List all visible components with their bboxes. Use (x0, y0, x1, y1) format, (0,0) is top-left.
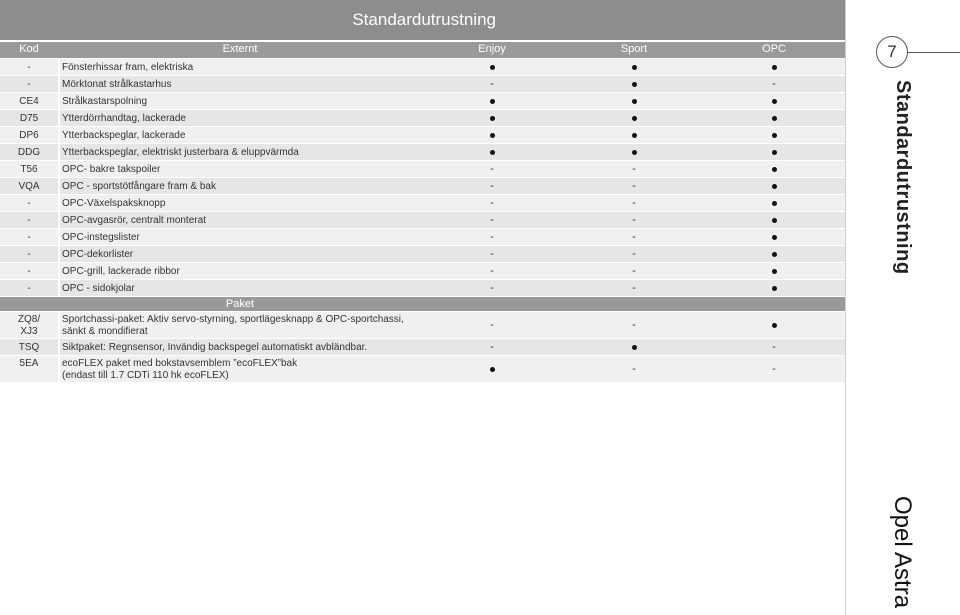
cell-opc (759, 144, 789, 160)
included-dot-icon (490, 99, 495, 104)
included-dot-icon (772, 184, 777, 189)
table-row (0, 178, 845, 195)
not-available-dash: - (632, 319, 636, 331)
included-dot-icon (490, 133, 495, 138)
included-dot-icon (632, 345, 637, 350)
cell-enjoy (477, 339, 507, 355)
row-code: - (27, 79, 31, 90)
row-code: - (27, 198, 31, 209)
row-description: Ytterdörrhandtag, lackerade (62, 113, 186, 124)
cell-sport (619, 110, 649, 126)
included-dot-icon (490, 150, 495, 155)
table-row (0, 76, 845, 93)
column-separator (58, 263, 60, 279)
included-dot-icon (772, 65, 777, 70)
header-opc: OPC (762, 43, 786, 55)
table-row (0, 144, 845, 161)
row-code: D75 (19, 113, 39, 124)
paket-description-line2: sänkt & mondifierat (62, 326, 148, 337)
included-dot-icon (632, 150, 637, 155)
table-row (0, 127, 845, 144)
not-available-dash: - (490, 163, 494, 175)
cell-enjoy (477, 178, 507, 194)
column-separator (58, 93, 60, 109)
paket-code-line1: 5EA (19, 358, 39, 369)
table-row (0, 195, 845, 212)
row-description: OPC-grill, lackerade ribbor (62, 266, 180, 277)
cell-sport (619, 263, 649, 279)
cell-opc (759, 212, 789, 228)
paket-description-line1: ecoFLEX paket med bokstavsemblem ”ecoFLEX”bak (62, 358, 298, 369)
row-code: DP6 (19, 130, 39, 141)
row-code: - (27, 283, 31, 294)
not-available-dash: - (772, 341, 776, 353)
included-dot-icon (632, 133, 637, 138)
not-available-dash: - (490, 78, 494, 90)
cell-enjoy (477, 212, 507, 228)
cell-enjoy (477, 280, 507, 296)
column-separator (58, 212, 60, 228)
row-description: OPC- bakre takspoiler (62, 164, 161, 175)
column-separator (58, 280, 60, 296)
cell-sport (619, 93, 649, 109)
page-title: Standardutrustning (352, 10, 496, 29)
paket-code-line1: ZQ8/ (17, 314, 41, 325)
cell-opc (759, 356, 789, 382)
row-code: - (27, 266, 31, 277)
row-description: Mörktonat strålkastarhus (62, 79, 172, 90)
not-available-dash: - (490, 180, 494, 192)
paket-description-line1: Siktpaket: Regnsensor, Invändig backspegel automatiskt avbländbar. (62, 342, 368, 353)
not-available-dash: - (772, 78, 776, 90)
cell-opc (759, 263, 789, 279)
cell-sport (619, 76, 649, 92)
column-separator (58, 76, 60, 92)
column-separator (58, 339, 60, 355)
row-description: Strålkastarspolning (62, 96, 148, 107)
included-dot-icon (632, 99, 637, 104)
row-description: Ytterbackspeglar, elektriskt justerbara & eluppvärmda (62, 147, 299, 158)
cell-opc (759, 195, 789, 211)
row-description: OPC - sportstötfångare fram & bak (62, 181, 216, 192)
row-code: CE4 (19, 96, 39, 107)
paket-section-header (0, 297, 845, 312)
cell-opc (759, 161, 789, 177)
page-number-line (908, 52, 960, 53)
cell-opc (759, 312, 789, 338)
cell-enjoy (477, 76, 507, 92)
row-code: - (27, 232, 31, 243)
cell-opc (759, 59, 789, 75)
paket-code (0, 342, 58, 353)
table-row (0, 161, 845, 178)
cell-enjoy (477, 144, 507, 160)
included-dot-icon (632, 82, 637, 87)
included-dot-icon (772, 252, 777, 257)
table-row (0, 246, 845, 263)
cell-sport (619, 161, 649, 177)
cell-opc (759, 93, 789, 109)
table-row (0, 93, 845, 110)
column-separator (58, 229, 60, 245)
not-available-dash: - (490, 214, 494, 226)
not-available-dash: - (632, 282, 636, 294)
cell-opc (759, 339, 789, 355)
equipment-table (0, 59, 845, 383)
included-dot-icon (772, 201, 777, 206)
included-dot-icon (632, 65, 637, 70)
row-code: - (27, 249, 31, 260)
column-separator (58, 161, 60, 177)
included-dot-icon (772, 323, 777, 328)
row-code: T56 (20, 164, 38, 175)
side-divider (845, 0, 846, 615)
cell-enjoy (477, 161, 507, 177)
not-available-dash: - (490, 231, 494, 243)
not-available-dash: - (490, 197, 494, 209)
not-available-dash: - (632, 214, 636, 226)
not-available-dash: - (490, 341, 494, 353)
table-row (0, 263, 845, 280)
header-kod: Kod (19, 43, 39, 55)
cell-sport (619, 339, 649, 355)
included-dot-icon (772, 269, 777, 274)
paket-description (62, 342, 462, 353)
cell-enjoy (477, 93, 507, 109)
cell-enjoy (477, 195, 507, 211)
paket-code-line1: TSQ (18, 342, 40, 353)
cell-enjoy (477, 59, 507, 75)
not-available-dash: - (632, 231, 636, 243)
paket-row (0, 312, 845, 339)
included-dot-icon (632, 116, 637, 121)
not-available-dash: - (632, 248, 636, 260)
column-separator (58, 178, 60, 194)
included-dot-icon (490, 116, 495, 121)
not-available-dash: - (632, 265, 636, 277)
included-dot-icon (490, 65, 495, 70)
column-separator (58, 312, 60, 338)
paket-row (0, 339, 845, 356)
column-separator (58, 110, 60, 126)
cell-sport (619, 312, 649, 338)
column-separator (58, 195, 60, 211)
header-externt: Externt (222, 43, 258, 55)
cell-opc (759, 178, 789, 194)
cell-opc (759, 127, 789, 143)
cell-sport (619, 212, 649, 228)
not-available-dash: - (490, 248, 494, 260)
table-row (0, 110, 845, 127)
cell-opc (759, 229, 789, 245)
cell-sport (619, 280, 649, 296)
page-title-bar (0, 0, 845, 40)
row-code: VQA (18, 181, 40, 192)
cell-sport (619, 195, 649, 211)
paket-code (0, 358, 58, 370)
table-header (0, 42, 845, 58)
cell-sport (619, 59, 649, 75)
not-available-dash: - (490, 265, 494, 277)
cell-opc (759, 246, 789, 262)
paket-code (0, 314, 58, 338)
row-description: OPC-avgasrör, centralt monterat (62, 215, 206, 226)
cell-enjoy (477, 356, 507, 382)
column-separator (58, 59, 60, 75)
table-row (0, 280, 845, 297)
paket-row (0, 356, 845, 383)
cell-enjoy (477, 229, 507, 245)
included-dot-icon (772, 286, 777, 291)
cell-enjoy (477, 127, 507, 143)
included-dot-icon (772, 116, 777, 121)
included-dot-icon (772, 167, 777, 172)
cell-enjoy (477, 312, 507, 338)
side-title: Standardutrustning (892, 80, 914, 275)
included-dot-icon (490, 367, 495, 372)
cell-enjoy (477, 263, 507, 279)
paket-description (62, 358, 442, 382)
table-row (0, 59, 845, 76)
cell-sport (619, 356, 649, 382)
brand-title: Opel Astra (889, 496, 916, 609)
row-description: OPC-instegslister (62, 232, 140, 243)
not-available-dash: - (490, 282, 494, 294)
paket-description-line1: Sportchassi-paket: Aktiv servo-styrning, sportlägesknapp & OPC-sportchassi, (62, 314, 404, 325)
header-sport: Sport (620, 43, 648, 55)
included-dot-icon (772, 150, 777, 155)
column-separator (58, 127, 60, 143)
paket-description (62, 314, 442, 338)
row-code: DDG (17, 147, 41, 158)
included-dot-icon (772, 99, 777, 104)
page-number: 7 (876, 36, 908, 68)
not-available-dash: - (632, 197, 636, 209)
not-available-dash: - (632, 180, 636, 192)
cell-sport (619, 229, 649, 245)
not-available-dash: - (772, 363, 776, 375)
not-available-dash: - (632, 363, 636, 375)
included-dot-icon (772, 218, 777, 223)
cell-sport (619, 178, 649, 194)
row-code: - (27, 215, 31, 226)
row-description: OPC-dekorlister (62, 249, 134, 260)
cell-sport (619, 144, 649, 160)
included-dot-icon (772, 235, 777, 240)
cell-sport (619, 246, 649, 262)
row-description: OPC-Växelspaksknopp (62, 198, 166, 209)
column-separator (58, 246, 60, 262)
paket-code-line2: XJ3 (20, 326, 38, 337)
column-separator (58, 356, 60, 382)
cell-enjoy (477, 246, 507, 262)
paket-header-label: Paket (225, 298, 255, 310)
header-enjoy: Enjoy (478, 43, 506, 55)
included-dot-icon (772, 133, 777, 138)
row-description: Ytterbackspeglar, lackerade (62, 130, 186, 141)
cell-opc (759, 110, 789, 126)
cell-sport (619, 127, 649, 143)
not-available-dash: - (632, 163, 636, 175)
cell-opc (759, 280, 789, 296)
table-row (0, 212, 845, 229)
table-row (0, 229, 845, 246)
not-available-dash: - (490, 319, 494, 331)
cell-enjoy (477, 110, 507, 126)
row-description: Fönsterhissar fram, elektriska (62, 62, 194, 73)
cell-opc (759, 76, 789, 92)
row-description: OPC - sidokjolar (62, 283, 135, 294)
row-code: - (27, 62, 31, 73)
paket-description-line2: (endast till 1.7 CDTi 110 hk ecoFLEX) (62, 370, 229, 381)
column-separator (58, 144, 60, 160)
